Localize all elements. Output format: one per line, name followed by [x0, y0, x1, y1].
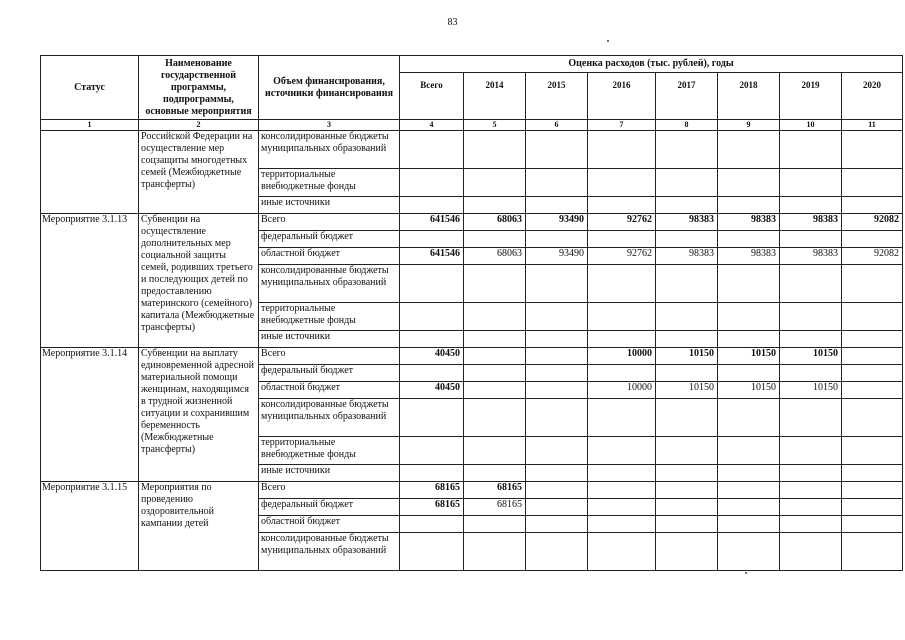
value-cell	[842, 382, 903, 399]
value-cell	[526, 231, 588, 248]
value-cell: 98383	[780, 248, 842, 265]
value-cell	[400, 516, 464, 533]
value-cell	[526, 533, 588, 571]
status-cell: Мероприятие 3.1.15	[41, 482, 139, 571]
value-cell	[588, 516, 656, 533]
value-cell	[842, 169, 903, 197]
value-cell	[718, 516, 780, 533]
value-cell	[842, 131, 903, 169]
value-cell: 40450	[400, 348, 464, 365]
value-cell	[780, 465, 842, 482]
column-number: 5	[464, 120, 526, 131]
value-cell	[842, 516, 903, 533]
source-cell: иные источники	[259, 465, 400, 482]
value-cell	[656, 499, 718, 516]
value-cell	[842, 499, 903, 516]
value-cell	[400, 533, 464, 571]
value-cell: 92082	[842, 248, 903, 265]
value-cell	[588, 499, 656, 516]
value-cell	[588, 465, 656, 482]
value-cell: 92082	[842, 214, 903, 231]
value-cell	[842, 399, 903, 437]
source-cell: федеральный бюджет	[259, 499, 400, 516]
value-cell	[588, 399, 656, 437]
value-cell	[842, 303, 903, 331]
column-number: 11	[842, 120, 903, 131]
table-row	[41, 348, 903, 365]
value-cell	[588, 331, 656, 348]
value-cell	[464, 197, 526, 214]
source-cell: областной бюджет	[259, 516, 400, 533]
column-number: 3	[259, 120, 400, 131]
value-cell	[400, 131, 464, 169]
source-cell: консолидированные бюджеты муниципальных образований	[259, 533, 400, 571]
value-cell	[588, 131, 656, 169]
value-cell	[464, 131, 526, 169]
source-cell: иные источники	[259, 197, 400, 214]
value-cell	[588, 437, 656, 465]
value-cell	[526, 348, 588, 365]
value-cell	[842, 265, 903, 303]
value-cell: 10150	[780, 382, 842, 399]
value-cell	[656, 303, 718, 331]
value-cell	[718, 197, 780, 214]
value-cell	[842, 465, 903, 482]
value-cell	[588, 482, 656, 499]
value-cell	[526, 197, 588, 214]
value-cell	[718, 482, 780, 499]
header-year: 2016	[588, 73, 656, 120]
status-cell: Мероприятие 3.1.13	[41, 214, 139, 348]
source-cell: территориальные внебюджетные фонды	[259, 437, 400, 465]
column-number: 1	[41, 120, 139, 131]
value-cell	[464, 365, 526, 382]
value-cell	[464, 303, 526, 331]
value-cell	[464, 382, 526, 399]
value-cell	[526, 131, 588, 169]
value-cell	[400, 331, 464, 348]
value-cell: 68063	[464, 214, 526, 231]
measure-name-cell: Субвенции на выплату единовременной адресной материальной помощи женщинам, находящимся в трудной жизненной ситуации и сохранившим беременность (Межбюджетные трансферты)	[139, 348, 259, 482]
source-cell: федеральный бюджет	[259, 365, 400, 382]
value-cell	[842, 331, 903, 348]
value-cell	[718, 533, 780, 571]
value-cell: 68165	[464, 499, 526, 516]
value-cell	[588, 231, 656, 248]
source-cell: областной бюджет	[259, 248, 400, 265]
value-cell	[718, 131, 780, 169]
source-cell: Всего	[259, 214, 400, 231]
measure-name-cell: Мероприятия по проведению оздоровительной кампании детей	[139, 482, 259, 571]
column-number: 4	[400, 120, 464, 131]
header-year: 2018	[718, 73, 780, 120]
value-cell: 98383	[656, 214, 718, 231]
table-row	[41, 214, 903, 231]
value-cell	[780, 365, 842, 382]
value-cell	[718, 265, 780, 303]
value-cell	[526, 499, 588, 516]
header-year: 2014	[464, 73, 526, 120]
value-cell: 10150	[718, 382, 780, 399]
value-cell	[464, 533, 526, 571]
value-cell	[718, 437, 780, 465]
value-cell: 40450	[400, 382, 464, 399]
value-cell	[464, 348, 526, 365]
value-cell	[400, 265, 464, 303]
value-cell	[780, 303, 842, 331]
table-row	[41, 482, 903, 499]
value-cell	[526, 365, 588, 382]
value-cell	[526, 399, 588, 437]
value-cell	[780, 197, 842, 214]
value-cell	[780, 231, 842, 248]
value-cell: 68165	[400, 499, 464, 516]
header-estimate: Оценка расходов (тыс. рублей), годы	[400, 56, 903, 73]
measure-name-cell: Российской Федерации на осуществление мер соцзащиты многодетных семей (Межбюджетные трансферты)	[139, 131, 259, 214]
value-cell	[780, 499, 842, 516]
value-cell	[526, 382, 588, 399]
value-cell	[842, 197, 903, 214]
value-cell	[526, 169, 588, 197]
source-cell: иные источники	[259, 331, 400, 348]
value-cell	[400, 365, 464, 382]
source-cell: федеральный бюджет	[259, 231, 400, 248]
value-cell	[656, 265, 718, 303]
value-cell	[588, 197, 656, 214]
value-cell	[842, 482, 903, 499]
value-cell: 98383	[718, 248, 780, 265]
value-cell	[718, 231, 780, 248]
value-cell	[588, 533, 656, 571]
value-cell: 98383	[718, 214, 780, 231]
value-cell	[780, 533, 842, 571]
value-cell: 10150	[656, 382, 718, 399]
scan-speck	[745, 572, 747, 574]
value-cell	[588, 303, 656, 331]
value-cell	[526, 303, 588, 331]
value-cell: 641546	[400, 248, 464, 265]
value-cell	[656, 231, 718, 248]
value-cell: 10000	[588, 382, 656, 399]
financing-table	[40, 55, 903, 571]
header-year: 2019	[780, 73, 842, 120]
value-cell	[842, 437, 903, 465]
value-cell	[400, 197, 464, 214]
value-cell	[656, 465, 718, 482]
value-cell	[656, 197, 718, 214]
value-cell	[656, 437, 718, 465]
value-cell	[656, 482, 718, 499]
value-cell	[842, 365, 903, 382]
value-cell	[718, 465, 780, 482]
value-cell	[842, 533, 903, 571]
value-cell	[400, 465, 464, 482]
column-number: 6	[526, 120, 588, 131]
value-cell: 93490	[526, 214, 588, 231]
value-cell	[400, 169, 464, 197]
value-cell	[718, 169, 780, 197]
value-cell	[780, 169, 842, 197]
value-cell	[842, 348, 903, 365]
status-cell: Мероприятие 3.1.14	[41, 348, 139, 482]
value-cell: 68165	[400, 482, 464, 499]
column-number: 8	[656, 120, 718, 131]
value-cell	[780, 482, 842, 499]
value-cell: 10150	[780, 348, 842, 365]
column-number: 2	[139, 120, 259, 131]
measure-name-cell: Субвенции на осуществление дополнительных мер социальной защиты семей, родивших третьего и последующих детей по предоставлению материнского (семейного) капитала (Межбюджетные трансферты)	[139, 214, 259, 348]
header-volume: Объем финансирования, источники финансирования	[259, 56, 400, 120]
value-cell	[464, 265, 526, 303]
value-cell	[400, 437, 464, 465]
value-cell: 68165	[464, 482, 526, 499]
value-cell: 641546	[400, 214, 464, 231]
value-cell: 10150	[656, 348, 718, 365]
header-year: 2015	[526, 73, 588, 120]
value-cell	[656, 131, 718, 169]
value-cell	[400, 399, 464, 437]
source-cell: Всего	[259, 348, 400, 365]
value-cell	[780, 399, 842, 437]
value-cell	[656, 169, 718, 197]
value-cell	[400, 231, 464, 248]
value-cell	[718, 303, 780, 331]
value-cell	[526, 331, 588, 348]
value-cell	[718, 399, 780, 437]
value-cell	[842, 231, 903, 248]
value-cell	[464, 169, 526, 197]
value-cell	[718, 365, 780, 382]
value-cell	[588, 265, 656, 303]
value-cell: 10150	[718, 348, 780, 365]
scan-speck	[607, 40, 609, 42]
value-cell	[588, 365, 656, 382]
source-cell: консолидированные бюджеты муниципальных образований	[259, 131, 400, 169]
value-cell	[780, 437, 842, 465]
status-cell	[41, 131, 139, 214]
source-cell: областной бюджет	[259, 382, 400, 399]
value-cell	[656, 365, 718, 382]
source-cell: территориальные внебюджетные фонды	[259, 303, 400, 331]
table-row	[41, 131, 903, 169]
value-cell: 92762	[588, 248, 656, 265]
value-cell: 68063	[464, 248, 526, 265]
value-cell	[780, 265, 842, 303]
value-cell: 98383	[780, 214, 842, 231]
header-year: Всего	[400, 73, 464, 120]
value-cell: 93490	[526, 248, 588, 265]
value-cell	[464, 465, 526, 482]
value-cell: 98383	[656, 248, 718, 265]
value-cell	[526, 437, 588, 465]
value-cell: 10000	[588, 348, 656, 365]
value-cell	[526, 516, 588, 533]
value-cell	[464, 437, 526, 465]
value-cell	[718, 499, 780, 516]
header-year: 2020	[842, 73, 903, 120]
value-cell	[718, 331, 780, 348]
header-status: Статус	[41, 56, 139, 120]
source-cell: консолидированные бюджеты муниципальных образований	[259, 265, 400, 303]
column-number: 9	[718, 120, 780, 131]
value-cell	[656, 533, 718, 571]
value-cell	[656, 399, 718, 437]
header-name: Наименование государственной программы, подпрограммы, основные мероприятия	[139, 56, 259, 120]
value-cell	[656, 331, 718, 348]
column-number: 10	[780, 120, 842, 131]
page-number: 83	[447, 17, 458, 28]
value-cell	[464, 331, 526, 348]
value-cell	[526, 265, 588, 303]
header-year: 2017	[656, 73, 718, 120]
value-cell	[588, 169, 656, 197]
value-cell	[780, 516, 842, 533]
value-cell	[780, 131, 842, 169]
value-cell	[780, 331, 842, 348]
value-cell	[526, 482, 588, 499]
value-cell	[526, 465, 588, 482]
value-cell	[400, 303, 464, 331]
value-cell	[464, 399, 526, 437]
column-number: 7	[588, 120, 656, 131]
source-cell: консолидированные бюджеты муниципальных образований	[259, 399, 400, 437]
source-cell: Всего	[259, 482, 400, 499]
value-cell	[464, 516, 526, 533]
value-cell	[656, 516, 718, 533]
value-cell	[464, 231, 526, 248]
value-cell: 92762	[588, 214, 656, 231]
source-cell: территориальные внебюджетные фонды	[259, 169, 400, 197]
